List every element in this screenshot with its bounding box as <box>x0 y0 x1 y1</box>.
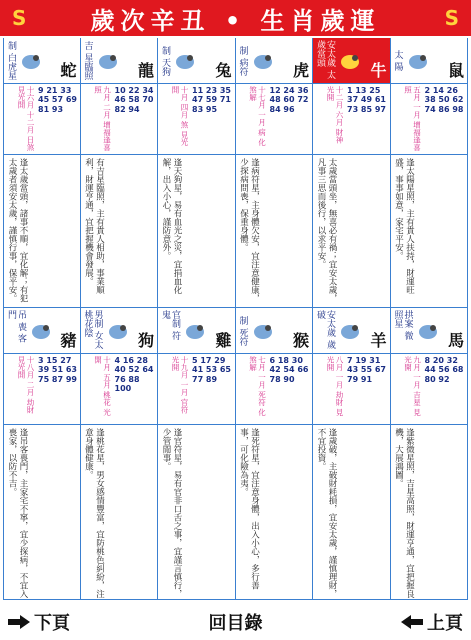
zodiac-header <box>391 308 468 354</box>
zodiac-header <box>81 38 158 84</box>
star-label: 吉 星臨照 <box>82 41 93 80</box>
fortune-text: 逢病符星，主身體欠安，宜注意健康，少探病問喪，保重身體。 <box>238 158 260 303</box>
age-numbers: 9 21 33 45 57 69 81 93 <box>38 86 77 114</box>
animal-name: 馬 <box>447 331 464 350</box>
zodiac-cell-horse <box>391 308 469 600</box>
age-numbers: 4 16 28 40 52 64 76 88 100 <box>114 356 154 394</box>
star-label: 制 死符 <box>237 315 248 346</box>
rat-icon <box>405 49 431 73</box>
fortune-text: 逢紫微星照，吉星高照，財運亨通，宜把握良機，大展鴻圖。 <box>393 428 415 598</box>
animal-name: 虎 <box>292 61 309 80</box>
arrow-right-icon <box>8 615 30 629</box>
zodiac-cell-tiger <box>236 38 314 308</box>
zodiac-header <box>236 38 313 84</box>
ox-icon <box>337 49 363 73</box>
month-notes: 十月 四月 煞 見光開 <box>171 86 189 146</box>
goat-icon <box>337 319 363 343</box>
age-table <box>158 84 235 155</box>
age-table <box>236 84 313 155</box>
bottom-band <box>3 308 468 600</box>
fortune-text: 有吉星臨照，主有貴人相助，事業順利，財運亨通，宜把握機會發展。 <box>83 158 105 294</box>
zodiac-header <box>81 308 158 354</box>
zodiac-header <box>158 38 235 84</box>
age-numbers: 3 15 27 39 51 63 75 87 99 <box>38 356 77 384</box>
fortune-text: 太歲當頭坐，無喜必有禍；宜安太歲，凡事三思而後行，以求平安。 <box>316 158 337 303</box>
age-numbers: 7 19 31 43 55 67 79 91 <box>347 356 386 384</box>
zodiac-header <box>313 38 390 84</box>
zodiac-cell-rat <box>391 38 469 308</box>
dog-icon <box>105 319 131 343</box>
star-label: 官制 符 鬼 <box>160 310 180 340</box>
animal-name: 鼠 <box>447 61 464 80</box>
right-swirl-icon: S <box>444 6 459 30</box>
horse-icon <box>415 319 441 343</box>
rabbit-icon <box>172 49 198 73</box>
animal-name: 蛇 <box>60 61 77 80</box>
month-notes: 五月 一月 增福逢喜 照 <box>403 86 422 151</box>
zodiac-header <box>4 38 80 84</box>
star-label: 制 天狗 <box>160 45 170 76</box>
month-notes: 十月 五月 桃花 光開 <box>93 356 112 416</box>
zodiac-header <box>4 308 80 354</box>
snake-icon <box>18 49 44 73</box>
age-table <box>4 354 80 425</box>
age-numbers: 10 22 34 46 58 70 82 94 <box>114 86 154 114</box>
fortune-text: 逢天狗星，易有血光之災，宜捐血化解，出入小心，謹防意外。 <box>161 158 182 294</box>
age-table <box>4 84 80 155</box>
age-table <box>158 354 235 425</box>
age-table <box>313 84 390 155</box>
zodiac-cell-goat <box>313 308 391 600</box>
month-notes: 十八月 二月 劫財 見光開 <box>17 356 35 414</box>
animal-name: 猴 <box>292 331 309 350</box>
age-table <box>313 354 390 425</box>
age-table <box>81 84 158 155</box>
month-notes: 九月 一月 吉星 見光開 <box>403 356 422 416</box>
month-notes: 七月 一月 死符 化煞解 <box>248 356 267 416</box>
table-of-contents-button[interactable] <box>201 609 271 635</box>
star-label: 太 陽 <box>392 50 403 71</box>
age-table <box>81 354 158 425</box>
month-notes: 八月 一月 劫財 見光開 <box>326 356 344 416</box>
zodiac-cell-rooster <box>158 308 236 600</box>
star-label: 拱案 微 照星 <box>392 310 413 340</box>
zodiac-cell-ox <box>313 38 391 308</box>
zodiac-header <box>158 308 235 354</box>
zodiac-header <box>313 308 390 354</box>
left-swirl-icon: S <box>12 6 27 30</box>
fortune-text: 逢桃花星，男女感情豐富，宜防桃色糾紛，注意身體健康。 <box>83 428 105 598</box>
fortune-text: 逢吊客喪門，主家宅不寧，宜少探病，不宜入喪家，以防不吉。 <box>7 428 28 598</box>
animal-name: 龍 <box>137 61 154 80</box>
pig-icon <box>28 319 54 343</box>
star-label: 安太歲 歲破 <box>315 310 335 349</box>
animal-name: 狗 <box>137 331 154 350</box>
monkey-icon <box>250 319 276 343</box>
page-title: 歲次辛丑 • 生肖歲運 <box>90 6 381 35</box>
star-label: 制 白虎星 <box>6 41 16 80</box>
zodiac-cell-rabbit <box>158 38 236 308</box>
zodiac-cell-dog <box>81 308 159 600</box>
rooster-icon <box>182 319 208 343</box>
fortune-text: 逢歲破，主破財耗損，宜安太歲，謹慎理財，不宜投資。 <box>316 428 337 598</box>
next-page-label: 上頁 <box>427 613 463 634</box>
prev-page-label: 下頁 <box>34 613 70 634</box>
zodiac-grid <box>3 38 468 600</box>
month-notes: 十二月 六月 財神 光開 <box>326 86 344 144</box>
zodiac-header <box>391 38 468 84</box>
tiger-icon <box>250 49 276 73</box>
age-table <box>236 354 313 425</box>
prev-page-button[interactable] <box>0 609 78 635</box>
age-table <box>391 354 468 425</box>
age-numbers: 6 18 30 42 54 66 78 90 <box>269 356 309 384</box>
zodiac-cell-snake <box>3 38 81 308</box>
star-label: 男制 女太 桃花陰 <box>82 310 103 349</box>
animal-name: 雞 <box>215 331 232 350</box>
fortune-text: 逢太陽星照，主有貴人扶持，財運旺盛，事事如意，家宅平安。 <box>393 158 415 294</box>
age-numbers: 11 23 35 47 59 71 83 95 <box>192 86 231 114</box>
star-label: 安太歲 太歲當頭 <box>315 40 335 79</box>
month-notes: 九月 二月 增福逢喜 照 <box>93 86 112 151</box>
top-band <box>3 38 468 308</box>
page-header <box>0 0 471 36</box>
zodiac-cell-dragon <box>81 38 159 308</box>
month-notes: 十六月 十二月 日煞 見光開 <box>17 86 35 151</box>
zodiac-cell-monkey <box>236 308 314 600</box>
fortune-text: 逢官符星，易有官非口舌之事，宜謹言慎行，少管閒事。 <box>161 428 182 598</box>
star-label: 制 病符 <box>237 45 248 76</box>
next-page-button[interactable] <box>393 609 471 635</box>
age-numbers: 12 24 36 48 60 72 84 96 <box>269 86 309 114</box>
footer-nav <box>0 604 471 640</box>
month-notes: 十九月 一月 官符 光開 <box>171 356 189 414</box>
arrow-left-icon <box>401 615 423 629</box>
animal-name: 兔 <box>215 61 232 80</box>
age-numbers: 1 13 25 37 49 61 73 85 97 <box>347 86 386 114</box>
zodiac-header <box>236 308 313 354</box>
age-numbers: 8 20 32 44 56 68 80 92 <box>424 356 464 384</box>
month-notes: 十七月 一月 病 化煞解 <box>248 86 267 146</box>
star-label: 吊 喪 客門 <box>6 310 26 343</box>
age-table <box>391 84 468 155</box>
animal-name: 羊 <box>370 331 387 350</box>
fortune-text: 逢死符星，宜注意身體，出入小心，多行善事，可化險為夷。 <box>238 428 260 590</box>
age-numbers: 2 14 26 38 50 62 74 86 98 <box>424 86 464 114</box>
zodiac-cell-pig <box>3 308 81 600</box>
animal-name: 牛 <box>370 61 387 80</box>
animal-name: 豬 <box>60 331 77 350</box>
fortune-text: 逢太歲當頭，諸事不順，宜化解；有犯太歲者須安太歲，謹慎行事，保平安。 <box>7 158 28 303</box>
dragon-icon <box>95 49 121 73</box>
age-numbers: 5 17 29 41 53 65 77 89 <box>192 356 231 384</box>
contents-label: 回目錄 <box>208 613 263 634</box>
